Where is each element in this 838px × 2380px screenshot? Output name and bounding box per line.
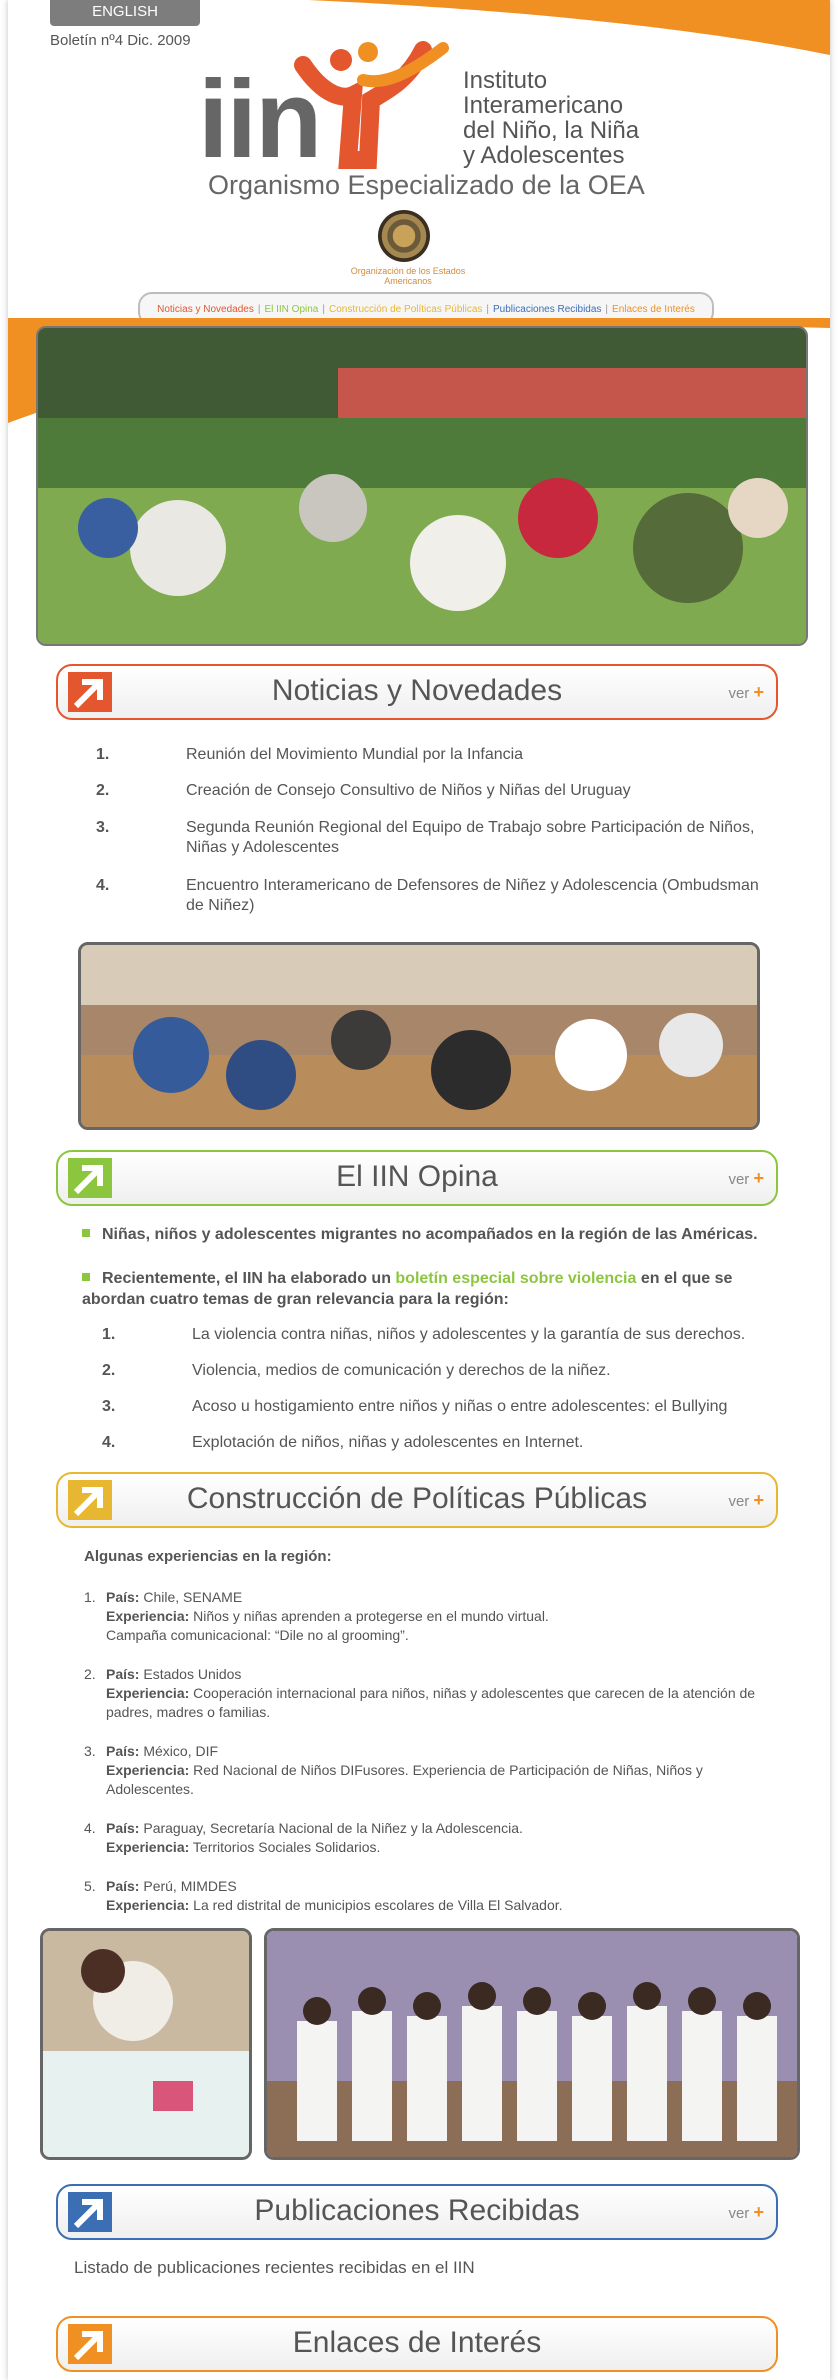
nav-enlaces[interactable]: Enlaces de Interés (612, 303, 695, 315)
opina-bullet-1: Niñas, niños y adolescentes migrantes no acompañados en la región de las Américas. (82, 1226, 782, 1244)
section-title: Enlaces de Interés (292, 2326, 542, 2359)
children-group-photo (264, 1928, 800, 2160)
nav-noticias[interactable]: Noticias y Novedades (157, 303, 254, 315)
opina-list (102, 1326, 782, 1452)
list-item: 4. País: Paraguay, Secretaría Nacional de la Niñez y la Adolescencia. Experiencia: Territorios Sociales Solidarios. (84, 1820, 523, 1855)
org-name: Instituto Interamericano del Niño, la Niña y Adolescentes (463, 67, 640, 169)
list-item[interactable]: 1. La violencia contra niñas, niños y adolescentes y la garantía de sus derechos. (102, 1326, 746, 1343)
org-subtitle: Organismo Especializado de la OEA (208, 170, 645, 200)
publicaciones-text: Listado de publicaciones recientes recibidas en el IIN (74, 2258, 475, 2277)
noticias-list (96, 746, 776, 916)
nav-opina[interactable]: El IIN Opina (264, 303, 319, 315)
language-tab[interactable]: ENGLISH (50, 0, 200, 26)
politicas-intro: Algunas experiencias en la región: (84, 1548, 332, 1565)
classroom-photo (78, 942, 760, 1130)
section-header-politicas (56, 1472, 778, 1528)
list-item: 5. País: Perú, MIMDES Experiencia: La red distrital de municipios escolares de Villa El Salvador. (84, 1878, 563, 1913)
arrow-icon (68, 1158, 112, 1198)
section-header-noticias (56, 664, 778, 720)
list-item[interactable]: 1. Reunión del Movimiento Mundial por la Infancia (96, 746, 524, 763)
section-title: Publicaciones Recibidas (254, 2194, 580, 2227)
list-item: 2. País: Estados Unidos Experiencia: Cooperación internacional para niños, niñas y adolescentes que carecen de la atención de padres, madres o familias. (84, 1666, 756, 1720)
section-title: Noticias y Novedades (271, 674, 563, 707)
politicas-list (84, 1588, 764, 1935)
iin-logo (198, 40, 658, 210)
oea-seal-icon (378, 210, 430, 262)
ver-more-link[interactable]: ver + (728, 682, 764, 702)
ver-more-link[interactable]: ver + (728, 1490, 764, 1510)
opina-bullet-2: Recientemente, el IIN ha elaborado un boletín especial sobre violencia en el que se abordan cuatro temas de gran relevancia para la región: (82, 1270, 733, 1308)
section-nav: Noticias y Novedades | El IIN Opina | Construcción de Políticas Públicas | Publicaciones Recibidas | Enlaces de Interés (138, 292, 714, 326)
section-header-enlaces (56, 2316, 778, 2372)
list-item[interactable]: 4. Encuentro Interamericano de Defensores de Niñez y Adolescencia (Ombudsman de Niñez) (96, 877, 759, 914)
oea-caption: Organización de los Estados Americanos (350, 266, 466, 286)
hero-photo (36, 326, 808, 646)
section-header-opina (56, 1150, 778, 1206)
list-item[interactable]: 3. Acoso u hostigamiento entre niños y niñas o entre adolescentes: el Bullying (102, 1398, 728, 1415)
list-item[interactable]: 4. Explotación de niños, niñas y adolescentes en Internet. (102, 1434, 584, 1451)
arrow-icon (68, 1480, 112, 1520)
newsletter-page (8, 0, 830, 2380)
nav-publicaciones[interactable]: Publicaciones Recibidas (493, 303, 602, 315)
logo-figures-icon (293, 40, 453, 170)
section-header-publicaciones (56, 2184, 778, 2240)
ver-more-link[interactable]: ver + (728, 1168, 764, 1188)
bulletin-number: Boletín nº4 Dic. 2009 (50, 32, 191, 49)
list-item[interactable]: 3. Segunda Reunión Regional del Equipo de Trabajo sobre Participación de Niños, Niñas y Adolescentes (96, 819, 755, 856)
list-item: 1. País: Chile, SENAME Experiencia: Niños y niñas aprenden a protegerse en el mundo virtual. Campaña comunicacional: “Dile no al grooming”. (84, 1589, 549, 1643)
arrow-icon (68, 2192, 112, 2232)
nav-politicas[interactable]: Construcción de Políticas Públicas (328, 303, 483, 315)
arrow-icon (68, 672, 112, 712)
arrow-icon (68, 2324, 112, 2364)
violence-bulletin-link[interactable]: boletín especial sobre violencia (395, 1270, 637, 1287)
list-item[interactable]: 2. Creación de Consejo Consultivo de Niños y Niñas del Uruguay (96, 782, 631, 799)
workshop-photo (40, 1928, 252, 2160)
logo-letters: iin (198, 58, 321, 181)
ver-more-link[interactable]: ver + (728, 2202, 764, 2222)
list-item[interactable]: 2. Violencia, medios de comunicación y derechos de la niñez. (102, 1362, 611, 1379)
list-item: 3. País: México, DIF Experiencia: Red Nacional de Niños DIFusores. Experiencia de Participación de Niñas, Niños y Adolescentes. (84, 1743, 703, 1797)
section-title: El IIN Opina (336, 1160, 498, 1193)
section-title: Construcción de Políticas Públicas (186, 1482, 648, 1515)
